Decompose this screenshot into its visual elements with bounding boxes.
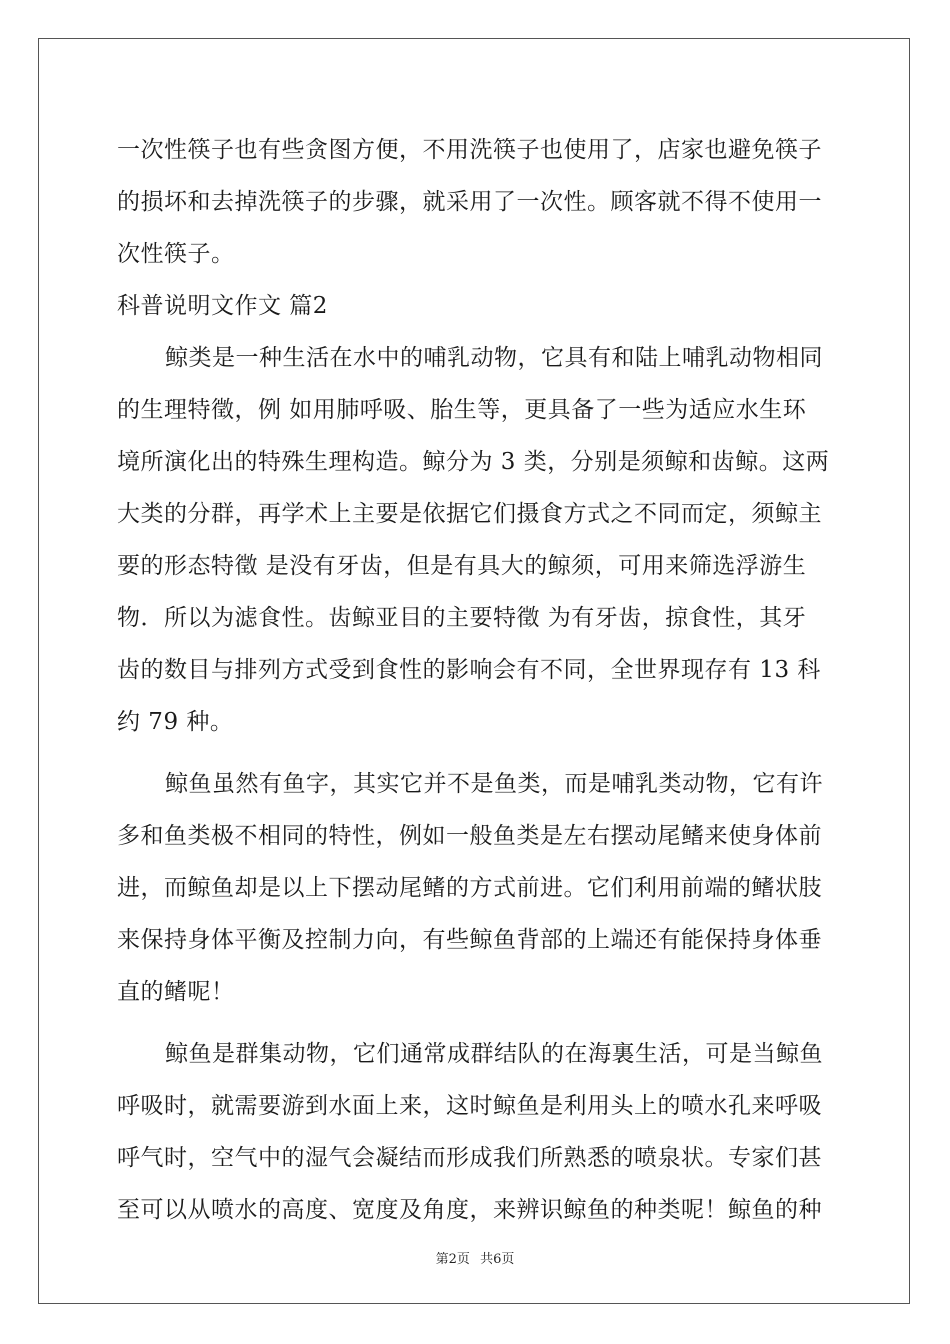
text-line: 的损坏和去掉洗筷子的步骤，就采用了一次性。顾客就不得不使用一 xyxy=(117,189,822,215)
text-line: 呼气时，空气中的湿气会凝结而形成我们所熟悉的喷泉状。专家们甚 xyxy=(117,1145,822,1171)
text-line: 鲸鱼虽然有鱼字，其实它并不是鱼类，而是哺乳类动物，它有许 xyxy=(165,771,823,797)
page-number: 第2页 xyxy=(435,1252,470,1267)
section-heading: 科普说明文作文 篇2 xyxy=(117,293,328,319)
text-line: 的生理特徵，例 如用肺呼吸、胎生等，更具备了一些为适应水生环 xyxy=(117,397,807,423)
text-line: 至可以从喷水的高度、宽度及角度，来辨识鲸鱼的种类呢！鲸鱼的种 xyxy=(117,1197,822,1223)
paragraph-gap xyxy=(117,748,832,758)
text-line: 大类的分群，再学术上主要是依据它们摄食方式之不同而定，须鲸主 xyxy=(117,501,822,527)
text-line: 要的形态特徵 是没有牙齿，但是有具大的鲸须，可用来筛选浮游生 xyxy=(117,553,807,579)
page-footer xyxy=(0,1248,950,1267)
text-line: 一次性筷子也有些贪图方便，不用洗筷子也使用了，店家也避免筷子 xyxy=(117,137,822,163)
text-line: 多和鱼类极不相同的特性，例如一般鱼类是左右摆动尾鳍来使身体前 xyxy=(117,823,822,849)
paragraph-gap xyxy=(117,1018,832,1028)
text-line: 直的鳍呢！ xyxy=(117,979,235,1005)
text-line: 来保持身体平衡及控制力向，有些鲸鱼背部的上端还有能保持身体垂 xyxy=(117,927,822,953)
text-line: 呼吸时，就需要游到水面上来，这时鲸鱼是利用头上的喷水孔来呼吸 xyxy=(117,1093,822,1119)
text-line: 鲸类是一种生活在水中的哺乳动物，它具有和陆上哺乳动物相同 xyxy=(165,345,823,371)
text-line: 物．所以为滤食性。齿鲸亚目的主要特徵 为有牙齿，掠食性，其牙 xyxy=(117,605,807,631)
text-line: 进，而鲸鱼却是以上下摆动尾鳍的方式前进。它们利用前端的鳍状肢 xyxy=(117,875,822,901)
text-line: 齿的数目与排列方式受到食性的影响会有不同，全世界现存有 13 科 xyxy=(117,657,821,683)
page-total: 共6页 xyxy=(480,1252,515,1267)
document-body xyxy=(117,124,832,1236)
text-line: 约 79 种。 xyxy=(117,709,234,735)
text-line: 次性筷子。 xyxy=(117,241,235,267)
text-line: 境所演化出的特殊生理构造。鲸分为 3 类，分别是须鲸和齿鲸。这两 xyxy=(117,449,830,475)
text-line: 鲸鱼是群集动物，它们通常成群结队的在海裏生活，可是当鲸鱼 xyxy=(165,1041,823,1067)
